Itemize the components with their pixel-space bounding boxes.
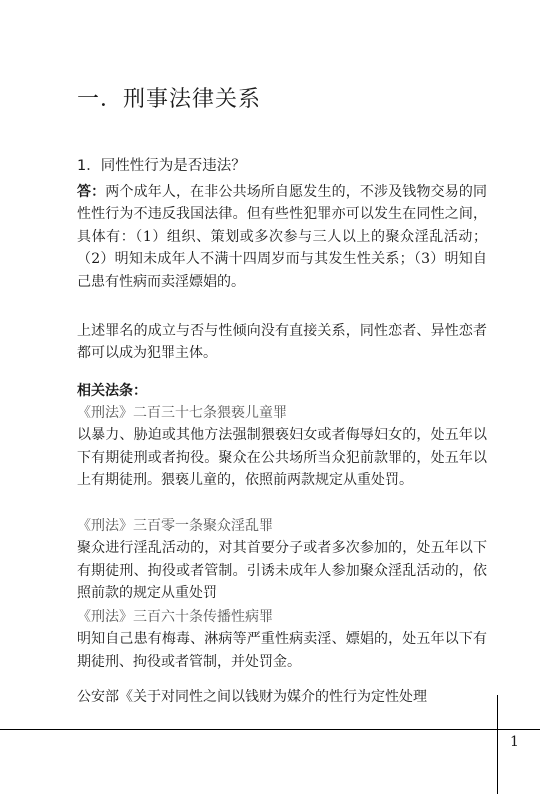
law-name: 《刑法》三百六十条传播性病罪 xyxy=(77,609,273,625)
law-name: 《刑法》三百零一条聚众淫乱罪 xyxy=(77,518,273,534)
law-entry xyxy=(77,402,487,492)
related-laws-label: 相关法条： xyxy=(77,383,147,399)
question-title: 1．同性性行为是否违法？ xyxy=(77,158,246,174)
footer-vertical-rule xyxy=(497,695,498,794)
page-number: 1 xyxy=(510,734,519,750)
trailing-paragraph: 公安部《关于对同性之间以钱财为媒介的性行为定性处理 xyxy=(77,689,427,705)
law-text: 聚众进行淫乱活动的，对其首要分子或者多次参加的，处五年以下有期徒刑、拘役或者管制。引诱未成年人参加聚众淫乱活动的，依照前款的规定从重处罚 xyxy=(77,540,487,602)
section-title: 一．刑事法律关系 xyxy=(77,87,262,112)
law-name: 《刑法》二百三十七条猥亵儿童罪 xyxy=(77,405,287,421)
answer-label: 答： xyxy=(77,184,106,200)
footer-divider xyxy=(0,729,540,730)
law-entry xyxy=(77,606,487,673)
law-entry xyxy=(77,515,487,605)
note-paragraph: 上述罪名的成立与否与性倾向没有直接关系，同性恋者、异性恋者都可以成为犯罪主体。 xyxy=(77,323,487,362)
answer-paragraph xyxy=(77,181,487,293)
law-text: 明知自己患有梅毒、淋病等严重性病卖淫、嫖娼的，处五年以下有期徒刑、拘役或者管制，并处罚金。 xyxy=(77,631,487,670)
law-text: 以暴力、胁迫或其他方法强制猥亵妇女或者侮辱妇女的，处五年以下有期徒刑或者拘役。聚众在公共场所当众犯前款罪的，处五年以上有期徒刑。猥亵儿童的，依照前两款规定从重处罚。 xyxy=(77,427,487,489)
answer-text: 两个成年人，在非公共场所自愿发生的，不涉及钱物交易的同性性行为不违反我国法律。但有些性犯罪亦可以发生在同性之间，具体有：（1）组织、策划或多次参与三人以上的聚众淫乱活动；（2）明知未成年人不满十四周岁而与其发生性关系；（3）明知自己患有性病而卖淫嫖娼的。 xyxy=(77,184,488,290)
